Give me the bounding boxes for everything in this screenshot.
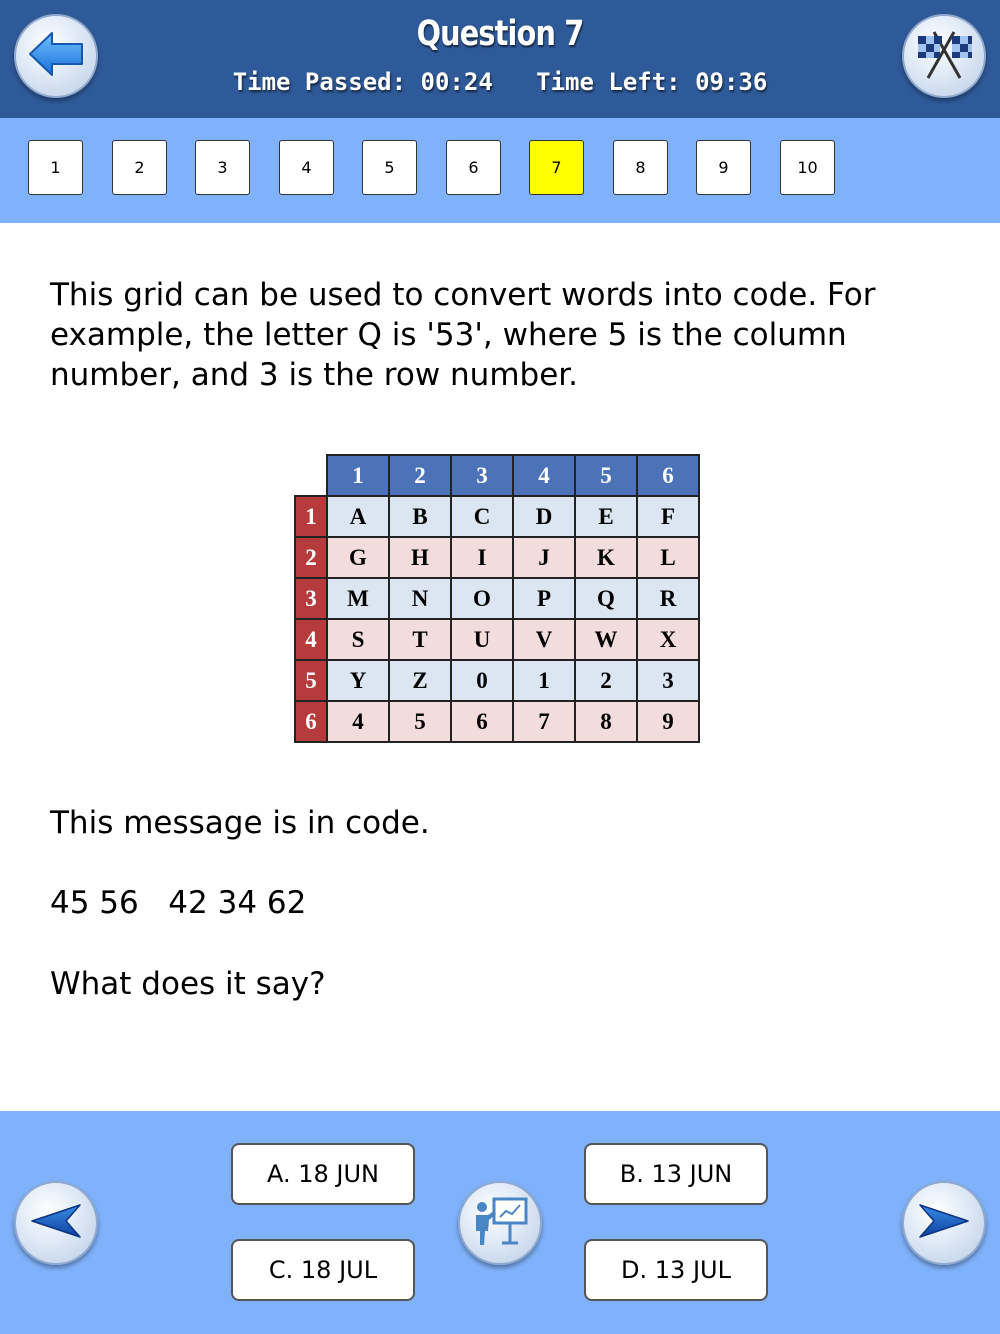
- grid-column-header: 1: [327, 455, 389, 496]
- grid-cell: B: [389, 496, 451, 537]
- grid-column-header: 5: [575, 455, 637, 496]
- header-bar: [0, 0, 1000, 118]
- question-5-button[interactable]: 5: [362, 140, 417, 195]
- next-arrow-icon: [918, 1201, 970, 1245]
- grid-row: [295, 496, 699, 537]
- answer-b-button[interactable]: B. 13 JUN: [584, 1143, 768, 1205]
- question-3-button[interactable]: 3: [195, 140, 250, 195]
- grid-cell: O: [451, 578, 513, 619]
- grid-cell: M: [327, 578, 389, 619]
- grid-row: [295, 537, 699, 578]
- question-7-button[interactable]: 7: [529, 140, 584, 195]
- finish-button[interactable]: [902, 14, 986, 98]
- question-6-button[interactable]: 6: [446, 140, 501, 195]
- answer-bar: [0, 1111, 1000, 1334]
- grid-cell: L: [637, 537, 699, 578]
- grid-cell: 4: [327, 701, 389, 742]
- checkered-flags-icon: [914, 26, 974, 86]
- coded-message: 45 56 42 34 62: [50, 885, 307, 921]
- grid-cell: 9: [637, 701, 699, 742]
- message-intro: This message is in code.: [50, 805, 430, 841]
- question-prompt: What does it say?: [50, 966, 326, 1002]
- timer-readout: Time Passed: 00:24 Time Left: 09:36: [232, 68, 768, 96]
- previous-arrow-icon: [30, 1201, 82, 1245]
- grid-cell: Y: [327, 660, 389, 701]
- grid-cell: N: [389, 578, 451, 619]
- grid-cell: X: [637, 619, 699, 660]
- question-4-button[interactable]: 4: [279, 140, 334, 195]
- grid-cell: E: [575, 496, 637, 537]
- grid-cell: W: [575, 619, 637, 660]
- question-8-button[interactable]: 8: [613, 140, 668, 195]
- grid-cell: S: [327, 619, 389, 660]
- grid-row-header: 5: [295, 660, 327, 701]
- grid-cell: F: [637, 496, 699, 537]
- grid-row: [295, 619, 699, 660]
- grid-row-header: 3: [295, 578, 327, 619]
- grid-cell: T: [389, 619, 451, 660]
- grid-cell: 3: [637, 660, 699, 701]
- code-grid: [294, 454, 700, 743]
- grid-cell: 2: [575, 660, 637, 701]
- grid-cell: G: [327, 537, 389, 578]
- grid-cell: U: [451, 619, 513, 660]
- grid-cell: 6: [451, 701, 513, 742]
- page-title: Question 7: [416, 14, 584, 54]
- grid-row-header: 6: [295, 701, 327, 742]
- grid-cell: R: [637, 578, 699, 619]
- grid-cell: J: [513, 537, 575, 578]
- grid-row-header: 4: [295, 619, 327, 660]
- grid-row: [295, 578, 699, 619]
- grid-cell: A: [327, 496, 389, 537]
- grid-row: [295, 701, 699, 742]
- grid-cell: V: [513, 619, 575, 660]
- grid-column-header: 3: [451, 455, 513, 496]
- answer-a-button[interactable]: A. 18 JUN: [231, 1143, 415, 1205]
- answer-d-button[interactable]: D. 13 JUL: [584, 1239, 768, 1301]
- question-9-button[interactable]: 9: [696, 140, 751, 195]
- grid-cell: P: [513, 578, 575, 619]
- grid-cell: D: [513, 496, 575, 537]
- grid-cell: H: [389, 537, 451, 578]
- question-nav-bar: [0, 118, 1000, 223]
- question-1-button[interactable]: 1: [28, 140, 83, 195]
- grid-cell: K: [575, 537, 637, 578]
- grid-cell: I: [451, 537, 513, 578]
- grid-cell: 7: [513, 701, 575, 742]
- grid-cell: 0: [451, 660, 513, 701]
- grid-column-header: 4: [513, 455, 575, 496]
- answer-c-button[interactable]: C. 18 JUL: [231, 1239, 415, 1301]
- question-10-button[interactable]: 10: [780, 140, 835, 195]
- grid-cell: 8: [575, 701, 637, 742]
- grid-cell: Q: [575, 578, 637, 619]
- grid-cell: C: [451, 496, 513, 537]
- teacher-presentation-icon: [470, 1193, 530, 1253]
- previous-button[interactable]: [14, 1181, 98, 1265]
- grid-row-header: 1: [295, 496, 327, 537]
- grid-row: [295, 660, 699, 701]
- question-text: This grid can be used to convert words into code. For example, the letter Q is '53', where 5 is the column number, and 3 is the row number.: [50, 277, 876, 393]
- next-button[interactable]: [902, 1181, 986, 1265]
- grid-corner: [295, 455, 327, 496]
- grid-column-header: 2: [389, 455, 451, 496]
- grid-cell: 1: [513, 660, 575, 701]
- grid-cell: Z: [389, 660, 451, 701]
- grid-row-header: 2: [295, 537, 327, 578]
- grid-cell: 5: [389, 701, 451, 742]
- grid-column-header: 6: [637, 455, 699, 496]
- help-button[interactable]: [458, 1181, 542, 1265]
- question-2-button[interactable]: 2: [112, 140, 167, 195]
